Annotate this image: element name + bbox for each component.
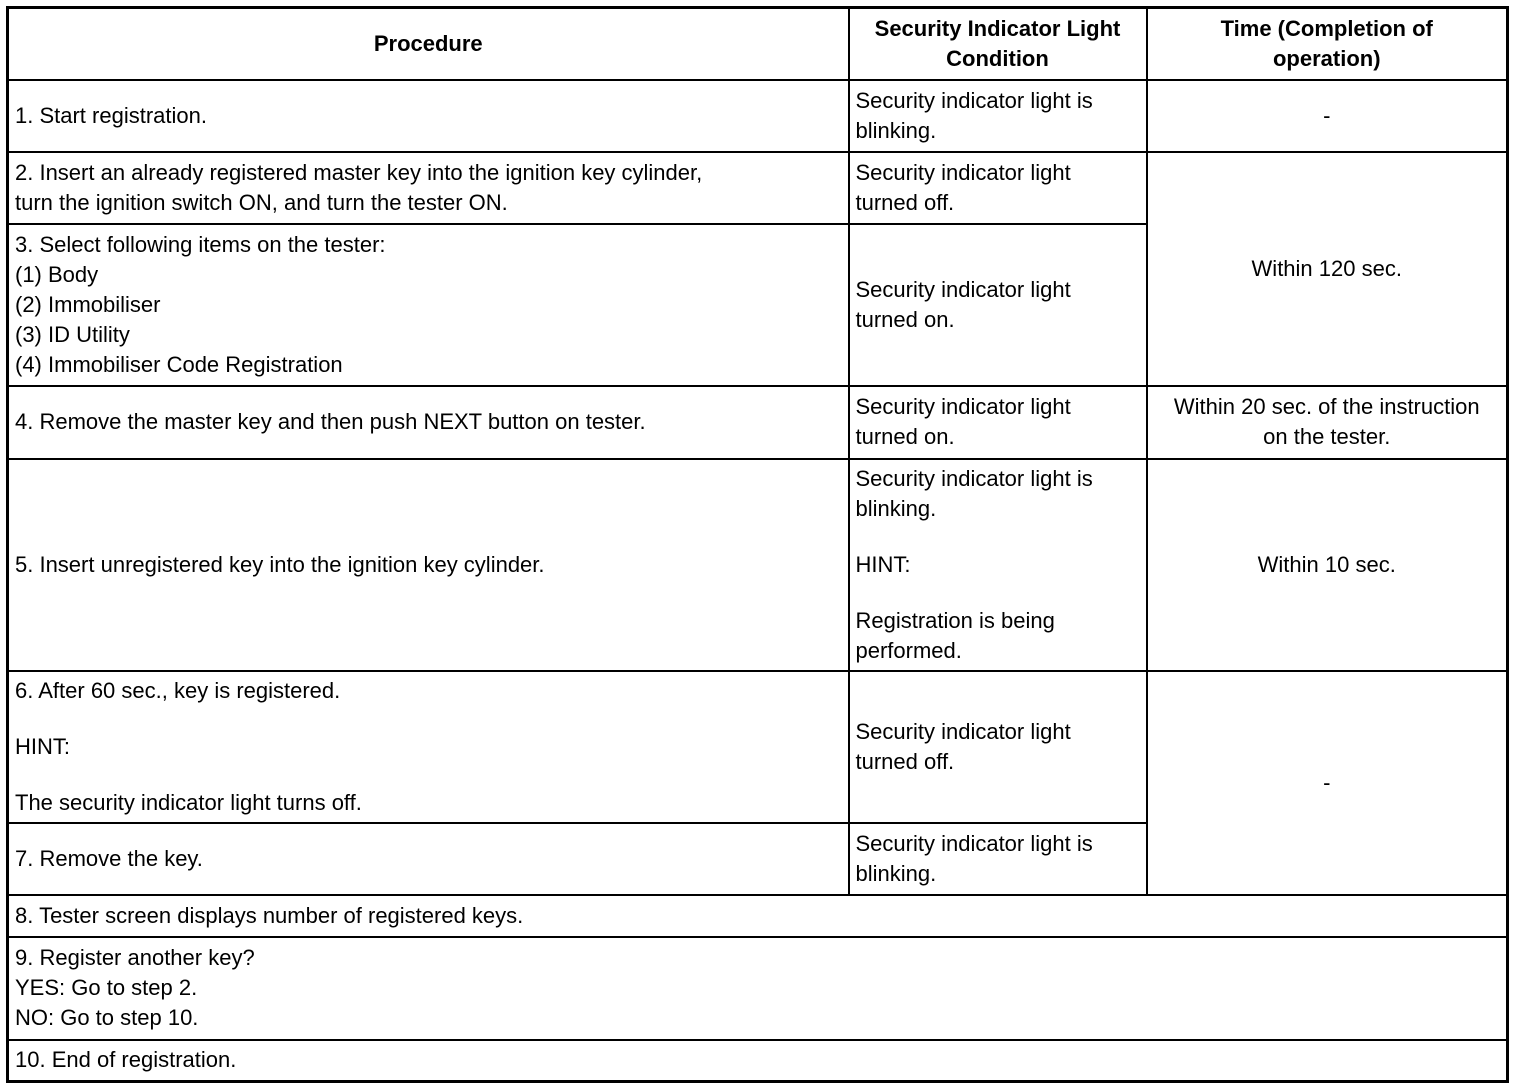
time-text: -: [1323, 769, 1331, 795]
spacer: [856, 524, 1140, 550]
procedure-text: 7. Remove the key.: [15, 845, 203, 871]
spacer: [856, 580, 1140, 606]
procedure-text-line2: The security indicator light turns off.: [15, 789, 362, 815]
procedure-cell: [8, 386, 849, 459]
procedure-cell: [8, 1040, 1508, 1082]
condition-text-line2: turned on.: [855, 424, 955, 449]
condition-header-line1: Security Indicator Light: [874, 15, 1121, 41]
procedure-text-line3: (2) Immobiliser: [15, 291, 161, 317]
condition-cell: [849, 80, 1147, 152]
table-row: [8, 671, 1508, 823]
table-row: [8, 1040, 1508, 1082]
condition-text-line2: turned off.: [855, 748, 955, 774]
condition-text-line1: Security indicator light: [855, 159, 1071, 185]
condition-text-line2: blinking.: [855, 495, 937, 521]
condition-text-line4: performed.: [855, 637, 962, 663]
procedure-cell: [8, 152, 849, 224]
condition-header-line2: Condition: [946, 45, 1049, 71]
condition-cell: [849, 459, 1147, 671]
condition-text-line1: Security indicator light: [855, 718, 1071, 744]
condition-cell: [849, 152, 1147, 224]
condition-cell: [849, 823, 1147, 895]
condition-hint-label: HINT:: [855, 551, 911, 577]
time-cell: [1147, 459, 1508, 671]
condition-cell: [849, 224, 1147, 386]
time-cell: [1147, 386, 1508, 459]
table-row: [8, 152, 1508, 224]
procedure-cell: [8, 80, 849, 152]
time-cell: [1147, 80, 1508, 152]
table-row: [8, 459, 1508, 671]
procedure-text-line1: 3. Select following items on the tester:: [15, 231, 386, 257]
procedure-text-line2: (1) Body: [15, 261, 99, 287]
procedure-text-line1: 9. Register another key?: [15, 945, 255, 970]
condition-text-line3: Registration is being: [855, 607, 1055, 633]
condition-text-line1: Security indicator light is: [855, 87, 1093, 113]
procedure-text-line3: NO: Go to step 10.: [15, 1005, 199, 1030]
time-cell: [1147, 671, 1508, 895]
procedure-text: 8. Tester screen displays number of registered keys.: [15, 902, 524, 928]
procedure-cell: [8, 823, 849, 895]
procedure-cell: [8, 671, 849, 823]
procedure-cell: [8, 459, 849, 671]
time-text-line1: Within 20 sec. of the instruction: [1173, 394, 1480, 419]
procedure-header: [8, 8, 849, 80]
time-header-line2: operation): [1272, 45, 1381, 71]
time-text: -: [1323, 102, 1331, 128]
condition-text-line1: Security indicator light: [855, 394, 1071, 419]
condition-cell: [849, 671, 1147, 823]
spacer: [15, 762, 842, 788]
procedure-text: 10. End of registration.: [15, 1047, 237, 1073]
registration-procedure-table-container: [6, 6, 1509, 1083]
time-text-line2: on the tester.: [1263, 424, 1391, 449]
procedure-text-line2: turn the ignition switch ON, and turn the tester ON.: [15, 189, 508, 215]
time-text: Within 120 sec.: [1251, 255, 1402, 281]
procedure-text-line2: YES: Go to step 2.: [15, 975, 198, 1000]
condition-text-line2: blinking.: [855, 860, 937, 886]
procedure-cell: [8, 224, 849, 386]
time-cell: [1147, 152, 1508, 386]
procedure-cell: [8, 895, 1508, 937]
condition-text-line1: Security indicator light is: [855, 830, 1093, 856]
condition-header: [849, 8, 1147, 80]
procedure-cell: [8, 937, 1508, 1040]
procedure-text-line5: (4) Immobiliser Code Registration: [15, 351, 343, 377]
time-text: Within 10 sec.: [1257, 551, 1396, 577]
registration-procedure-table: [6, 6, 1509, 1083]
table-row: [8, 80, 1508, 152]
header-row: [8, 8, 1508, 80]
table-row: [8, 937, 1508, 1040]
spacer: [15, 706, 842, 732]
condition-text-line2: turned off.: [855, 189, 955, 215]
procedure-header-text: Procedure: [373, 30, 483, 56]
condition-text-line2: turned on.: [855, 306, 955, 332]
procedure-text: 4. Remove the master key and then push NEXT button on tester.: [15, 409, 646, 434]
condition-text-line2: blinking.: [855, 117, 937, 143]
procedure-text-line1: 2. Insert an already registered master key into the ignition key cylinder,: [15, 159, 703, 185]
time-header-line1: Time (Completion of: [1220, 15, 1433, 41]
condition-cell: [849, 386, 1147, 459]
table-row: [8, 895, 1508, 937]
procedure-text-line4: (3) ID Utility: [15, 321, 130, 347]
procedure-text: 1. Start registration.: [15, 102, 207, 128]
table-row: [8, 386, 1508, 459]
time-header: [1147, 8, 1508, 80]
procedure-text-line1: 6. After 60 sec., key is registered.: [15, 677, 341, 703]
condition-text-line1: Security indicator light: [855, 276, 1071, 302]
procedure-text: 5. Insert unregistered key into the ignition key cylinder.: [15, 551, 545, 577]
procedure-hint-label: HINT:: [15, 733, 70, 759]
condition-text-line1: Security indicator light is: [855, 465, 1093, 491]
